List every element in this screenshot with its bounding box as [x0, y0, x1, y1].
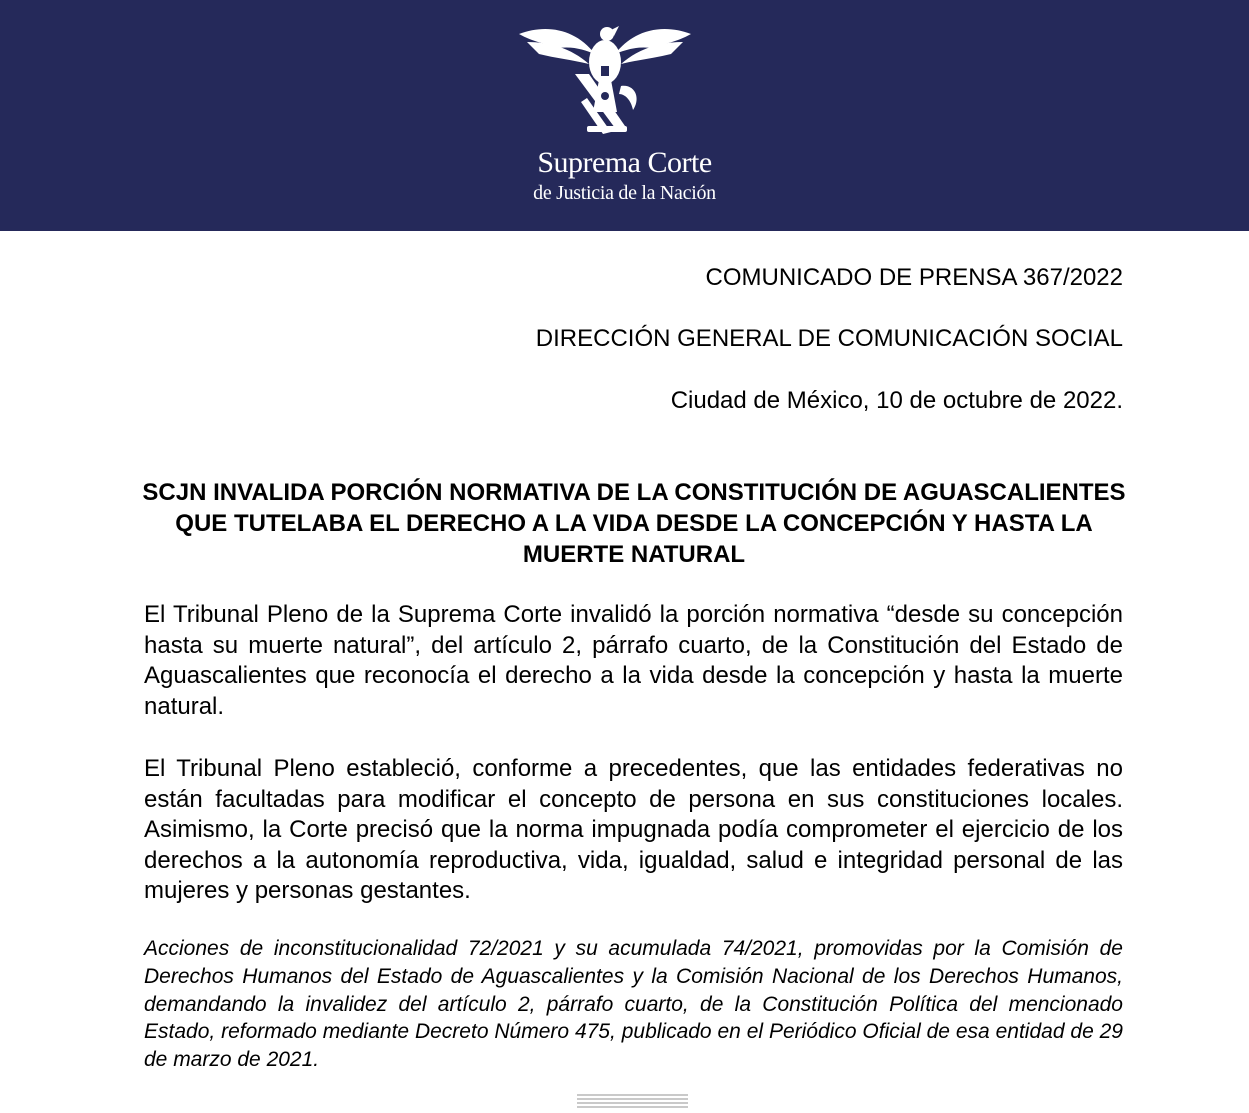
bottom-divider	[577, 1094, 688, 1113]
headline: SCJN INVALIDA PORCIÓN NORMATIVA DE LA CONSTITUCIÓN DE AGUASCALIENTES QUE TUTELABA EL DERECHO A LA VIDA DESDE LA CONCEPCIÓN Y HASTA LA MUERTE NATURAL	[142, 479, 1126, 568]
place-date: Ciudad de México, 10 de octubre de 2022.	[670, 387, 1123, 414]
paragraph-1: El Tribunal Pleno de la Suprema Corte invalidó la porción normativa “desde su concepción hasta su muerte natural”, del artículo 2, párrafo cuarto, de la Constitución del Estado de Aguascalientes que reconocía el derecho a la vida desde la concepción y hasta la muerte natural.	[144, 601, 1123, 720]
logo-subtitle: de Justicia de la Nación	[533, 182, 716, 204]
header-banner	[0, 0, 1249, 231]
case-note: Acciones de inconstitucionalidad 72/2021 y su acumulada 74/2021, promovidas por la Comisión de Derechos Humanos del Estado de Aguascalientes y la Comisión Nacional de los Derechos Humanos, demandando la invalidez del artículo 2, párrafo cuarto, de la Constitución Política del mencionado Estado, reformado mediante Decreto Número 475, publicado en el Periódico Oficial de esa entidad de 29 de marzo de 2021.	[144, 937, 1123, 1072]
logo-title: Suprema Corte	[537, 146, 712, 179]
release-number: COMUNICADO DE PRENSA 367/2022	[705, 264, 1123, 291]
department: DIRECCIÓN GENERAL DE COMUNICACIÓN SOCIAL	[535, 325, 1123, 352]
paragraph-2: El Tribunal Pleno estableció, conforme a precedentes, que las entidades federativas no están facultadas para modificar el concepto de persona en sus constituciones locales. Asimismo, la Corte precisó que la norma impugnada podía comprometer el ejercicio de los derechos a la autonomía reproductiva, vida, igualdad, salud e integridad personal de las mujeres y personas gestantes.	[144, 755, 1123, 904]
eagle-emblem-icon	[515, 14, 695, 142]
